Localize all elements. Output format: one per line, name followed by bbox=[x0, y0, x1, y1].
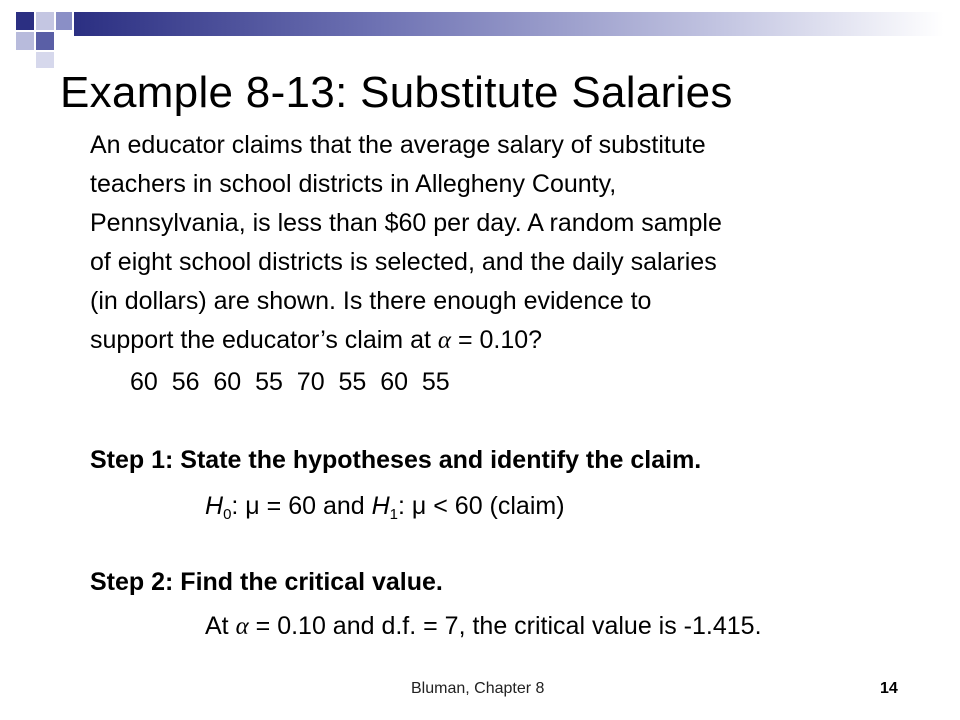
step2-prefix: At bbox=[205, 612, 236, 640]
body-last-prefix: support the educator’s claim at bbox=[90, 326, 438, 354]
body-line: (in dollars) are shown. Is there enough evidence to bbox=[90, 287, 652, 315]
h0-subscript: 0 bbox=[223, 506, 232, 523]
step2-suffix: = 0.10 and d.f. = 7, the critical value is -1.415. bbox=[248, 612, 762, 640]
deco-square bbox=[16, 12, 34, 30]
h1-subscript: 1 bbox=[389, 506, 399, 523]
alpha-symbol: α bbox=[235, 613, 249, 640]
page-number: 14 bbox=[880, 680, 898, 697]
deco-square bbox=[36, 12, 54, 30]
body-line: Pennsylvania, is less than $60 per day. A random sample bbox=[90, 209, 722, 237]
body-line-last bbox=[90, 321, 920, 360]
h1-rest: : μ < 60 (claim) bbox=[398, 492, 565, 520]
problem-statement bbox=[90, 126, 920, 360]
h0-letter: H bbox=[205, 492, 224, 520]
body-line: An educator claims that the average salary of substitute bbox=[90, 131, 706, 159]
step2-detail bbox=[205, 612, 762, 641]
h1-letter: H bbox=[371, 492, 390, 520]
alpha-symbol: α bbox=[437, 327, 452, 354]
slide-title: Example 8-13: Substitute Salaries bbox=[60, 68, 733, 117]
deco-square bbox=[56, 12, 72, 30]
footer-source: Bluman, Chapter 8 bbox=[411, 680, 545, 697]
deco-square bbox=[36, 32, 54, 50]
body-line: teachers in school districts in Allegheny County, bbox=[90, 170, 617, 198]
step1-hypotheses bbox=[205, 492, 565, 521]
body-line: of eight school districts is selected, and the daily salaries bbox=[90, 248, 717, 276]
step2-title: Step 2: Find the critical value. bbox=[90, 568, 443, 596]
deco-square bbox=[16, 32, 34, 50]
deco-square bbox=[36, 52, 54, 68]
salary-data: 60 56 60 55 70 55 60 55 bbox=[130, 368, 450, 396]
step1-title: Step 1: State the hypotheses and identify the claim. bbox=[90, 446, 702, 474]
body-last-suffix: = 0.10? bbox=[451, 326, 543, 354]
header-gradient-bar bbox=[74, 12, 944, 36]
h0-rest: : μ = 60 and bbox=[231, 492, 372, 520]
